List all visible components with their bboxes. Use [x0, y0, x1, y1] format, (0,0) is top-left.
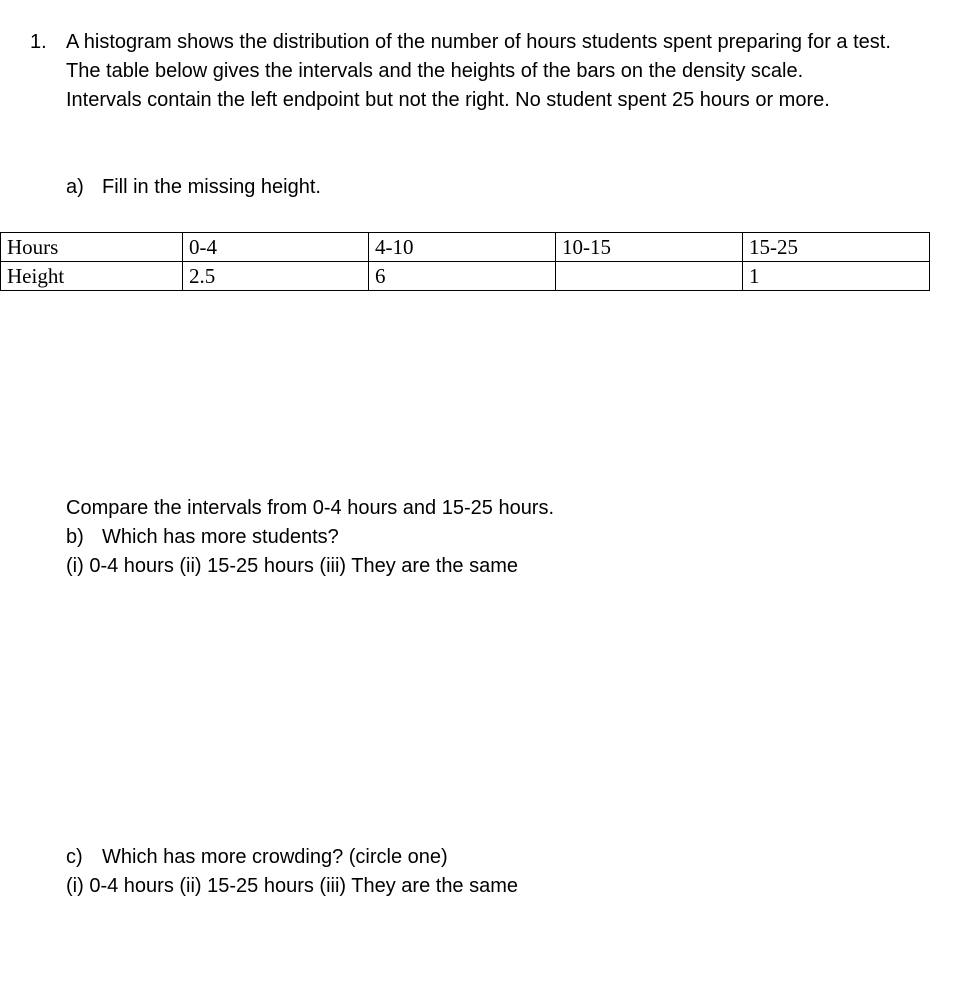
part-b-text: Which has more students? [102, 526, 339, 548]
missing-height-cell[interactable] [556, 262, 743, 291]
interval-note: Intervals contain the left endpoint but not the right. No student spent 25 hours or more. [66, 89, 830, 111]
part-a-text: Fill in the missing height. [102, 176, 321, 198]
part-c [66, 843, 518, 901]
table-cell: 4-10 [369, 233, 556, 262]
table-cell: 0-4 [183, 233, 369, 262]
part-a [66, 173, 321, 202]
table-row-hours [1, 233, 930, 262]
question-number: 1. [30, 31, 47, 53]
part-c-question [66, 843, 518, 872]
table-row-header: Height [1, 262, 183, 291]
part-b-label: b) [66, 526, 84, 548]
part-c-text: Which has more crowding? (circle one) [102, 846, 448, 868]
compare-section [66, 494, 554, 581]
table-cell: 6 [369, 262, 556, 291]
table-row-height [1, 262, 930, 291]
part-a-label: a) [66, 176, 84, 198]
table-row-header: Hours [1, 233, 183, 262]
table-cell: 1 [743, 262, 930, 291]
question-body [66, 28, 946, 115]
table-cell: 10-15 [556, 233, 743, 262]
table-cell: 15-25 [743, 233, 930, 262]
part-b-options[interactable]: (i) 0-4 hours (ii) 15-25 hours (iii) They are the same [66, 555, 519, 577]
compare-intro: Compare the intervals from 0-4 hours and 15-25 hours. [66, 497, 555, 519]
table-cell: 2.5 [183, 262, 369, 291]
part-b [66, 523, 554, 552]
table-note: The table below gives the intervals and the heights of the bars on the density scale. [66, 60, 804, 82]
question-intro: A histogram shows the distribution of the number of hours students spent preparing for a test. [66, 31, 891, 53]
part-c-options[interactable]: (i) 0-4 hours (ii) 15-25 hours (iii) They are the same [66, 875, 519, 897]
hours-height-table [0, 232, 930, 291]
part-c-label: c) [66, 846, 83, 868]
